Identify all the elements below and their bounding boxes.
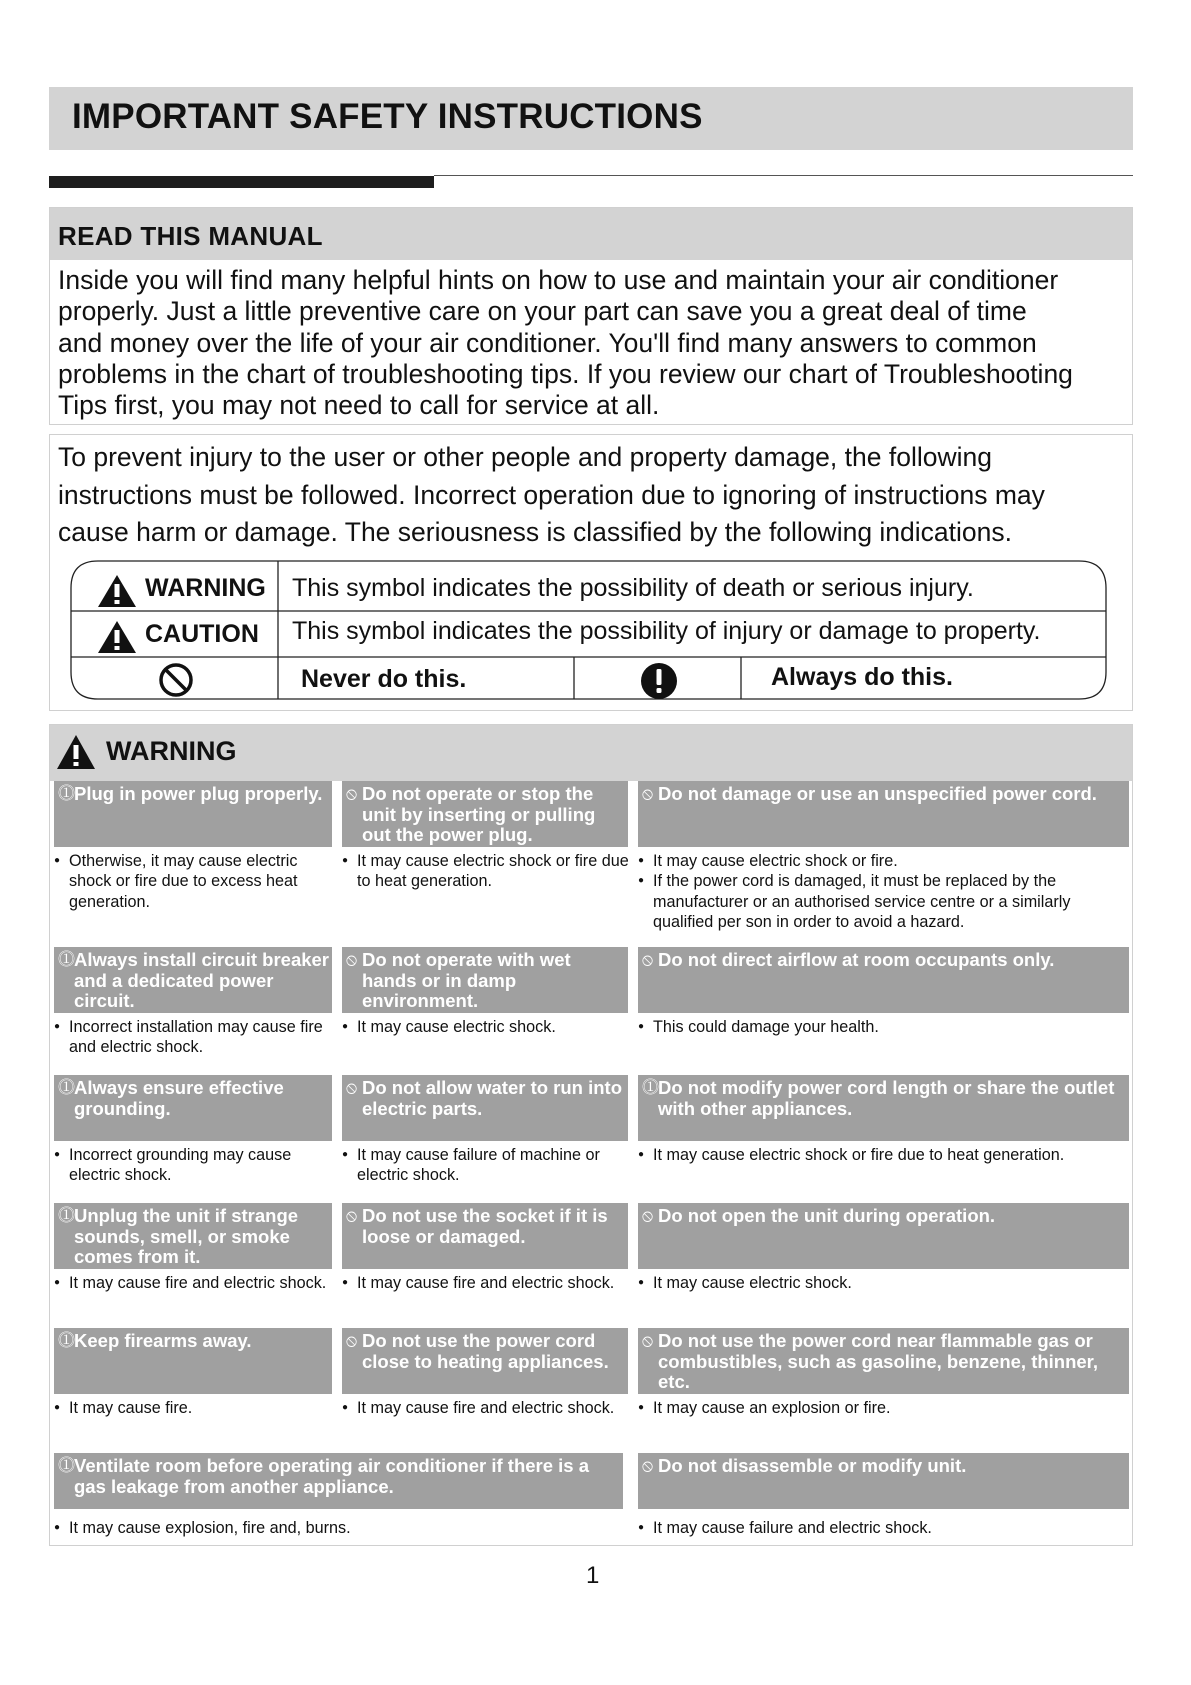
title-bar: [49, 87, 1133, 150]
warning-item-body: [342, 1017, 632, 1037]
prevent-line: To prevent injury to the user or other people and property damage, the following: [58, 442, 992, 472]
warning-item-bullet: ● Incorrect grounding may cause electric shock.: [54, 1145, 336, 1186]
warning-item-body: [638, 1398, 1133, 1418]
warning-item-body: [54, 1398, 336, 1418]
warning-item-header: [638, 1075, 1129, 1141]
warning-item-bullet: ● It may cause an explosion or fire.: [638, 1398, 1133, 1418]
warning-item-header: [342, 1328, 628, 1394]
prohibition-icon: ⦸: [346, 784, 358, 803]
warning-item-bullet: ● Incorrect installation may cause fire and electric shock.: [54, 1017, 336, 1058]
read-manual-text: [58, 265, 1126, 421]
warning-item-title: Do not allow water to run into electric parts.: [362, 1077, 623, 1119]
warning-item-header: [638, 947, 1129, 1013]
read-manual-line: Tips first, you may not need to call for service at all.: [58, 390, 660, 421]
warning-item-bullet: ● It may cause electric shock.: [342, 1017, 632, 1037]
prohibition-icon: [158, 662, 194, 698]
warning-item-bullet: ● It may cause failure and electric shock.: [638, 1518, 1133, 1538]
read-manual-line: Inside you will find many helpful hints on how to use and maintain your air conditioner: [58, 265, 1059, 295]
warning-section-heading: WARNING: [106, 736, 237, 766]
warning-item-body: [54, 1017, 336, 1058]
legend-never-text: Never do this.: [301, 665, 467, 693]
prohibition-icon: ⦸: [346, 950, 358, 969]
prohibition-icon: ⦸: [642, 784, 654, 803]
warning-item-title: Keep firearms away.: [74, 1330, 252, 1351]
warning-item-title: Do not open the unit during operation.: [658, 1205, 996, 1226]
warning-item-body: [54, 1273, 336, 1293]
warning-item-body: [342, 1398, 632, 1418]
warning-item-bullet: ● It may cause electric shock or fire.: [638, 851, 1133, 871]
warning-item-header: [54, 1203, 332, 1269]
warning-item-header: [638, 1203, 1129, 1269]
warning-item-header: [638, 1453, 1129, 1509]
legend-caution-label: CAUTION: [145, 620, 259, 648]
warning-item-body: [54, 851, 336, 912]
page-number: 1: [586, 1562, 600, 1589]
prohibition-icon: ⦸: [642, 950, 654, 969]
warning-item-body: [638, 1017, 1133, 1037]
mandatory-icon: ⓵: [58, 1331, 75, 1350]
warning-item-header: [54, 1075, 332, 1141]
prohibition-icon: ⦸: [642, 1206, 654, 1225]
mandatory-icon: [639, 662, 679, 700]
caution-triangle-icon: [97, 620, 137, 654]
prevent-injury-text: [58, 439, 1128, 552]
legend-caution-text: This symbol indicates the possibility of injury or damage to property.: [292, 617, 1041, 645]
title-rule-thin: [434, 175, 1133, 176]
legend-always-text: Always do this.: [771, 663, 953, 691]
symbol-legend-table: [70, 560, 1107, 700]
warning-item-bullet: ● It may cause fire and electric shock.: [342, 1398, 632, 1418]
legend-warning-text: This symbol indicates the possibility of death or serious injury.: [292, 574, 974, 602]
warning-item-bullet: ● It may cause failure of machine or electric shock.: [342, 1145, 632, 1186]
mandatory-icon: ⓵: [58, 1456, 75, 1475]
warning-item-title: Plug in power plug properly.: [74, 783, 323, 804]
mandatory-icon: ⓵: [642, 1078, 659, 1097]
warning-item-bullet: ● It may cause fire and electric shock.: [54, 1273, 336, 1293]
warning-item-header: [638, 1328, 1129, 1394]
warning-item-bullet: ● It may cause fire and electric shock.: [342, 1273, 632, 1293]
warning-item-header: [638, 781, 1129, 847]
prevent-line: instructions must be followed. Incorrect operation due to ignoring of instructions may: [58, 479, 1045, 510]
warning-item-header: [342, 781, 628, 847]
prevent-line: cause harm or damage. The seriousness is classified by the following indications.: [58, 517, 1012, 548]
warning-item-title: Do not use the power cord near flammable gas or combustibles, such as gasoline, benzene, thinner, etc.: [658, 1330, 1098, 1392]
read-manual-line: problems in the chart of troubleshooting tips. If you review our chart of Troubleshooting: [58, 358, 1073, 389]
warning-item-bullet: ● This could damage your health.: [638, 1017, 1133, 1037]
warning-item-header: [54, 781, 332, 847]
warning-item-bullet: ● It may cause electric shock or fire due to heat generation.: [638, 1145, 1133, 1165]
warning-item-title: Do not operate or stop the unit by inserting or pulling out the power plug.: [362, 783, 596, 845]
legend-warning-label: WARNING: [145, 574, 266, 602]
warning-section: [49, 724, 1133, 1546]
prevent-injury-box: [49, 434, 1133, 711]
prohibition-icon: ⦸: [346, 1206, 358, 1225]
warning-item-title: Do not direct airflow at room occupants only.: [658, 949, 1055, 970]
prohibition-icon: ⦸: [642, 1456, 654, 1475]
warning-triangle-icon: [97, 574, 137, 608]
warning-item-title: Do not operate with wet hands or in damp environment.: [362, 949, 571, 1011]
warning-item-title: Do not modify power cord length or share the outlet with other appliances.: [658, 1077, 1115, 1119]
prohibition-icon: ⦸: [642, 1331, 654, 1350]
mandatory-icon: ⓵: [58, 1206, 75, 1225]
warning-item-header: [342, 1203, 628, 1269]
prohibition-icon: ⦸: [346, 1331, 358, 1350]
warning-item-bullet: ● It may cause explosion, fire and, burns.: [54, 1518, 627, 1538]
warning-item-body: [638, 1518, 1133, 1538]
warning-section-header: [50, 725, 1132, 781]
warning-item-header: [342, 1075, 628, 1141]
warning-item-title: Do not use the power cord close to heating appliances.: [362, 1330, 609, 1372]
warning-item-header: [54, 947, 332, 1013]
warning-item-body: [54, 1518, 627, 1538]
read-manual-line: and money over the life of your air conditioner. You'll find many answers to common: [58, 327, 1037, 358]
page-title: IMPORTANT SAFETY INSTRUCTIONS: [72, 97, 703, 136]
warning-item-bullet: ● It may cause electric shock or fire due to heat generation.: [342, 851, 632, 892]
warning-item-body: [638, 1273, 1133, 1293]
warning-triangle-icon: [56, 734, 96, 770]
mandatory-icon: ⓵: [58, 1078, 75, 1097]
warning-item-bullet: ● It may cause electric shock.: [638, 1273, 1133, 1293]
warning-item-title: Always ensure effective grounding.: [74, 1077, 284, 1119]
warning-item-title: Always install circuit breaker and a dedicated power circuit.: [74, 949, 330, 1011]
warning-item-body: [342, 1145, 632, 1186]
warning-item-body: [54, 1145, 336, 1186]
warning-item-body: [342, 851, 632, 892]
read-manual-header: [50, 208, 1132, 260]
read-manual-heading: READ THIS MANUAL: [58, 221, 323, 251]
warning-item-title: Ventilate room before operating air conditioner if there is a gas leakage from another appliance.: [74, 1455, 590, 1497]
warning-item-title: Do not disassemble or modify unit.: [658, 1455, 967, 1476]
warning-item-bullet: ● If the power cord is damaged, it must be replaced by the manufacturer or an authorised service centre or a similarly qualified per son in order to avoid a hazard.: [638, 871, 1133, 932]
read-manual-box: [49, 207, 1133, 425]
warning-item-body: [638, 1145, 1133, 1165]
warning-item-bullet: ● It may cause fire.: [54, 1398, 336, 1418]
mandatory-icon: ⓵: [58, 784, 75, 803]
title-rule-thick: [49, 176, 434, 188]
warning-item-header: [342, 947, 628, 1013]
prohibition-icon: ⦸: [346, 1078, 358, 1097]
warning-item-body: [638, 851, 1133, 932]
warning-item-title: Do not damage or use an unspecified power cord.: [658, 783, 1097, 804]
warning-item-title: Do not use the socket if it is loose or damaged.: [362, 1205, 608, 1247]
mandatory-icon: ⓵: [58, 950, 75, 969]
warning-item-body: [342, 1273, 632, 1293]
read-manual-line: properly. Just a little preventive care on your part can save you a great deal of time: [58, 296, 1027, 327]
warning-item-title: Unplug the unit if strange sounds, smell, or smoke comes from it.: [74, 1205, 299, 1267]
warning-item-header: [54, 1453, 623, 1509]
warning-item-header: [54, 1328, 332, 1394]
warning-item-bullet: ● Otherwise, it may cause electric shock or fire due to excess heat generation.: [54, 851, 336, 912]
